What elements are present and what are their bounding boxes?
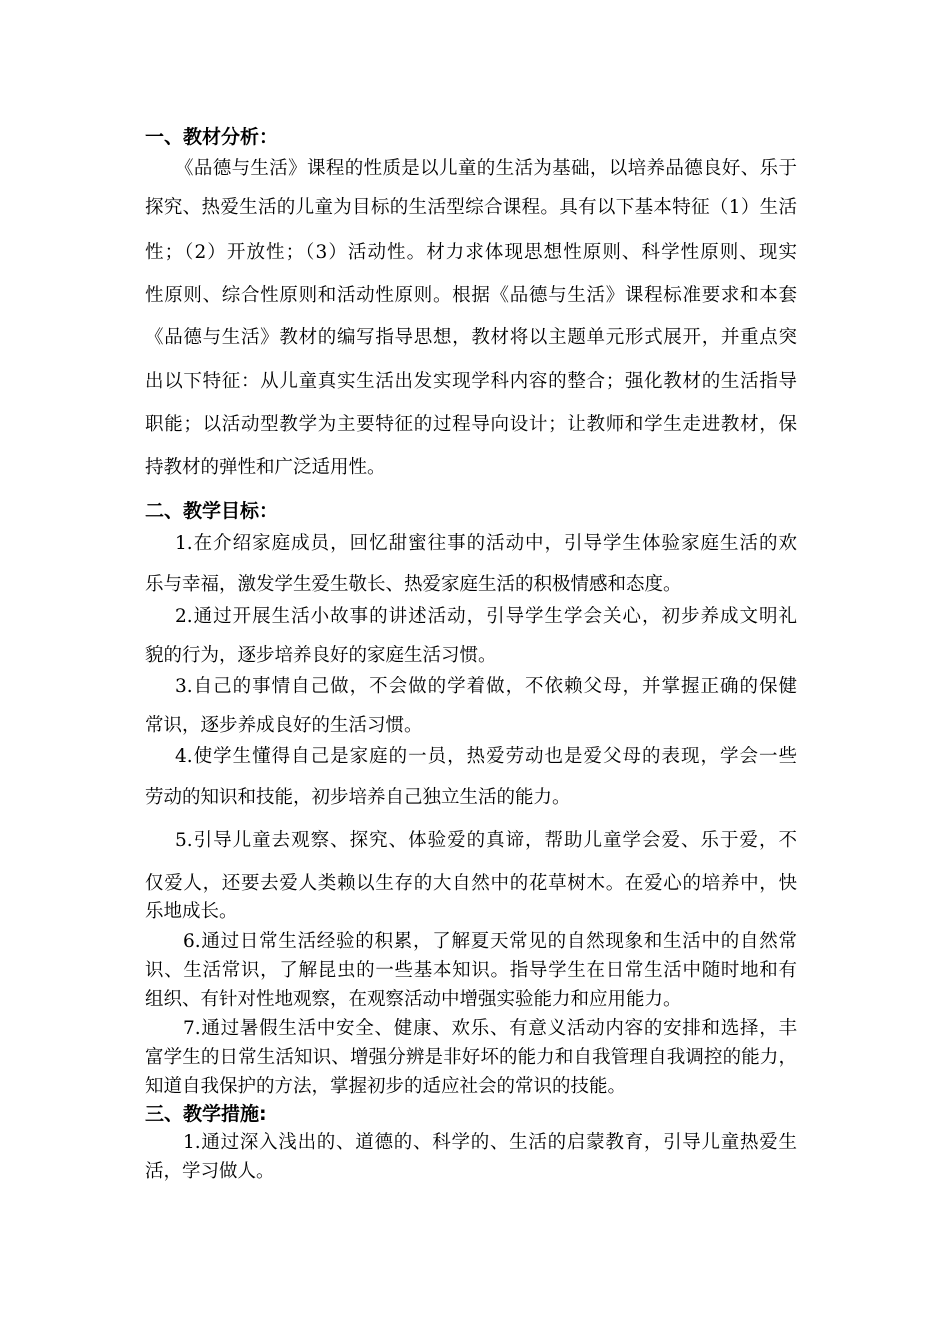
paragraph-line: 劳动的知识和技能，初步培养自己独立生活的能力。 bbox=[145, 787, 571, 808]
paragraph-line: 性原则、综合性原则和活动性原则。根据《品德与生活》课程标准要求和本套 bbox=[145, 285, 797, 306]
paragraph-line: 2.通过开展生活小故事的讲述活动，引导学生学会关心，初步养成文明礼 bbox=[175, 606, 797, 627]
section-heading-2: 二、教学目标： bbox=[145, 500, 279, 522]
paragraph-line: 5.引导儿童去观察、探究、体验爱的真谛，帮助儿童学会爱、乐于爱，不 bbox=[175, 830, 797, 851]
paragraph-line: 活，学习做人。 bbox=[145, 1161, 275, 1182]
paragraph-line: 出以下特征：从儿童真实生活出发实现学科内容的整合；强化教材的生活指导 bbox=[145, 371, 797, 392]
paragraph-line: 乐与幸福，激发学生爱生敬长、热爱家庭生活的积极情感和态度。 bbox=[145, 574, 682, 595]
section-heading-3: 三、教学措施: bbox=[145, 1103, 267, 1125]
paragraph-line: 常识，逐步养成良好的生活习惯。 bbox=[145, 715, 423, 736]
paragraph-line: 职能；以活动型教学为主要特征的过程导向设计；让教师和学生走进教材，保 bbox=[145, 414, 797, 435]
paragraph-line: 性；（2）开放性；（3）活动性。材力求体现思想性原则、科学性原则、现实 bbox=[145, 242, 797, 263]
paragraph-line: 《品德与生活》教材的编写指导思想，教材将以主题单元形式展开，并重点突 bbox=[145, 327, 797, 348]
paragraph-line: 6.通过日常生活经验的积累，了解夏天常见的自然现象和生活中的自然常 bbox=[183, 931, 797, 952]
paragraph-line: 4.使学生懂得自己是家庭的一员，热爱劳动也是爱父母的表现，学会一些 bbox=[175, 746, 797, 767]
paragraph-line: 7.通过暑假生活中安全、健康、欢乐、有意义活动内容的安排和选择，丰 bbox=[183, 1018, 797, 1039]
paragraph-line: 持教材的弹性和广泛适用性。 bbox=[145, 457, 386, 478]
paragraph-line: 1.通过深入浅出的、道德的、科学的、生活的启蒙教育，引导儿童热爱生 bbox=[183, 1132, 797, 1153]
paragraph-line: 富学生的日常生活知识、增强分辨是非好坏的能力和自我管理自我调控的能力， bbox=[145, 1047, 797, 1068]
paragraph-line: 识、生活常识，了解昆虫的一些基本知识。指导学生在日常生活中随时地和有 bbox=[145, 960, 797, 981]
section-heading-1: 一、教材分析： bbox=[145, 126, 279, 148]
paragraph-line: 3.自己的事情自己做，不会做的学着做，不依赖父母，并掌握正确的保健 bbox=[175, 676, 797, 697]
paragraph-line: 乐地成长。 bbox=[145, 901, 238, 922]
paragraph-line: 探究、热爱生活的儿童为目标的生活型综合课程。具有以下基本特征（1）生活 bbox=[145, 197, 797, 218]
paragraph-line: 知道自我保护的方法，掌握初步的适应社会的常识的技能。 bbox=[145, 1076, 627, 1097]
paragraph-line: 《品德与生活》课程的性质是以儿童的生活为基础，以培养品德良好、乐于 bbox=[175, 158, 797, 179]
paragraph-line: 1.在介绍家庭成员，回忆甜蜜往事的活动中，引导学生体验家庭生活的欢 bbox=[175, 533, 797, 554]
paragraph-line: 貌的行为，逐步培养良好的家庭生活习惯。 bbox=[145, 645, 497, 666]
paragraph-line: 仅爱人，还要去爱人类赖以生存的大自然中的花草树木。在爱心的培养中，快 bbox=[145, 873, 797, 894]
paragraph-line: 组织、有针对性地观察，在观察活动中增强实验能力和应用能力。 bbox=[145, 989, 682, 1010]
